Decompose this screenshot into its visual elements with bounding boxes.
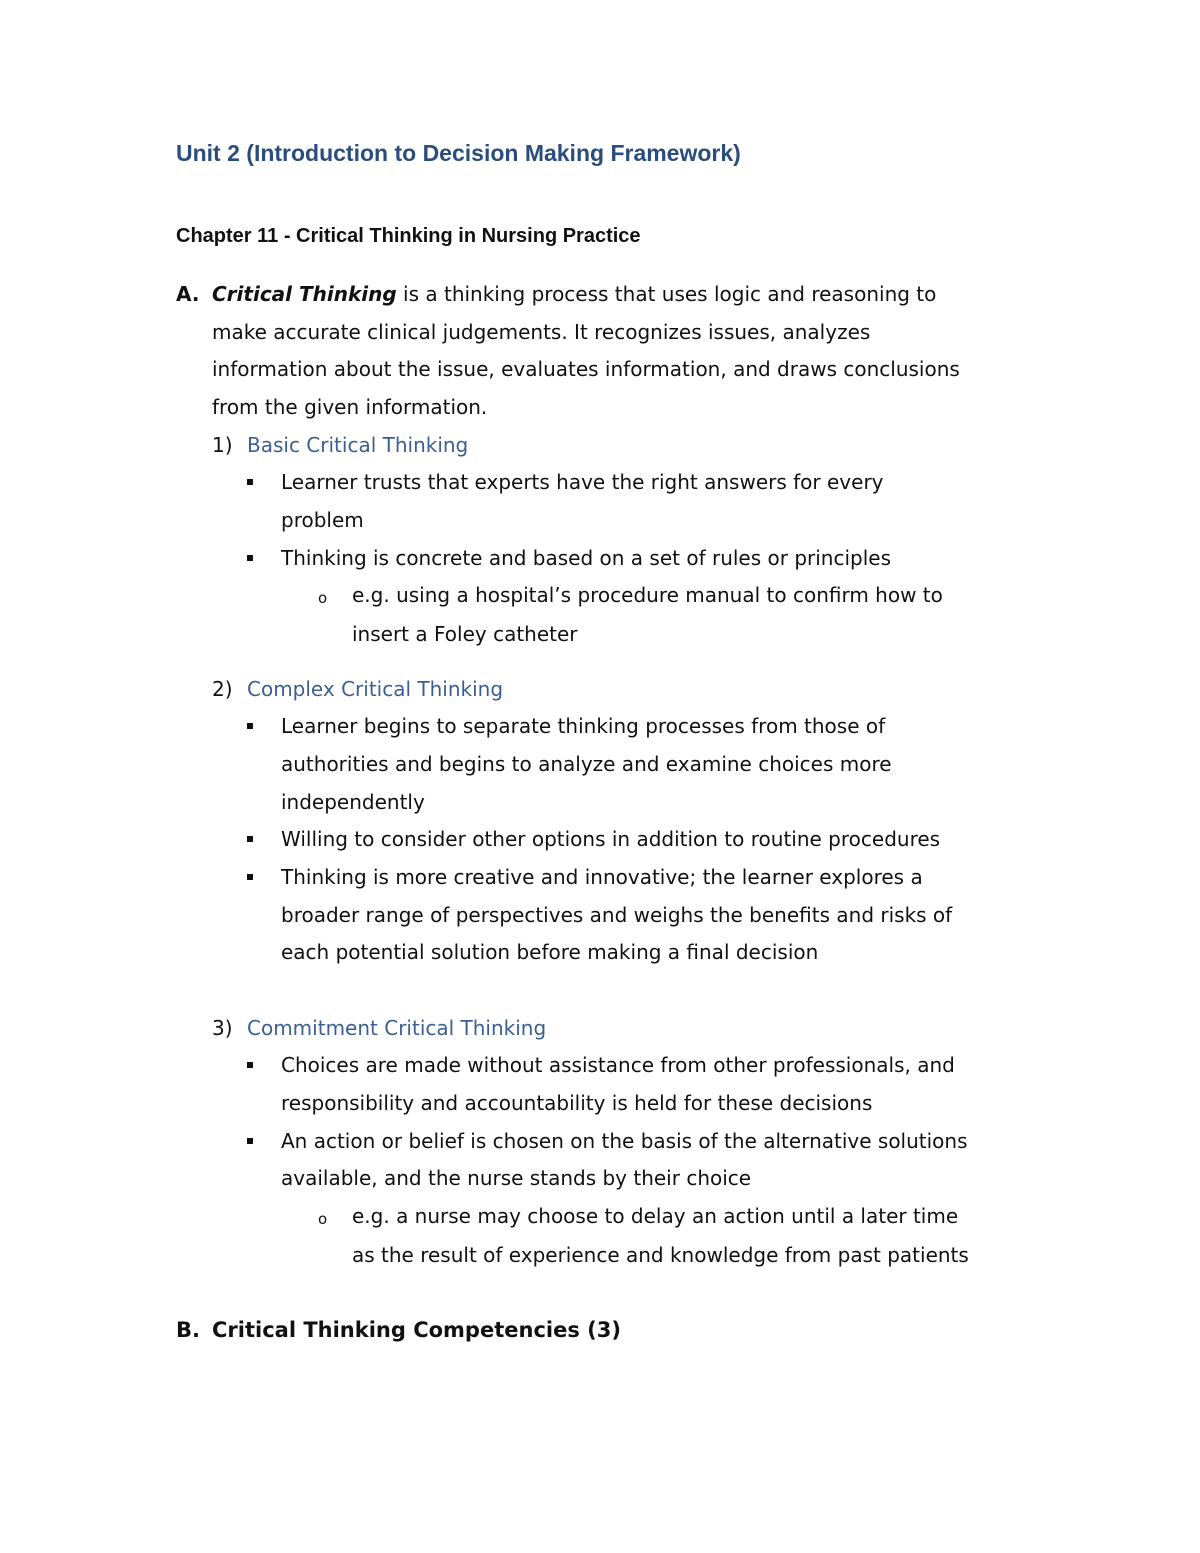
chapter-title: Chapter 11 - Critical Thinking in Nursing Practice xyxy=(176,225,641,247)
section-a-marker: A. xyxy=(176,282,200,306)
level-2-bullet-1-line-1: Learner begins to separate thinking processes from those of xyxy=(281,714,886,738)
level-3-number: 3) xyxy=(212,1016,233,1040)
section-a-line-4: from the given information. xyxy=(212,395,488,419)
section-b-title: Critical Thinking Competencies (3) xyxy=(212,1318,621,1342)
section-b-marker: B. xyxy=(176,1318,200,1342)
section-a-line-1 xyxy=(212,282,936,306)
level-1-number: 1) xyxy=(212,433,233,457)
level-3-sub-bullet-1-line-1: e.g. a nurse may choose to delay an action until a later time xyxy=(352,1204,959,1228)
level-3-bullet-2-line-1: An action or belief is chosen on the basis of the alternative solutions xyxy=(281,1129,968,1153)
unit-title: Unit 2 (Introduction to Decision Making Framework) xyxy=(176,140,741,166)
level-1-sub-bullet-1-line-1: e.g. using a hospital’s procedure manual to confirm how to xyxy=(352,583,943,607)
level-2-bullet-1-line-2: authorities and begins to analyze and examine choices more xyxy=(281,752,892,776)
square-bullet-icon xyxy=(247,1138,253,1144)
level-3-bullet-1-line-2: responsibility and accountability is held for these decisions xyxy=(281,1091,873,1115)
level-2-bullet-2-line-1: Willing to consider other options in addition to routine procedures xyxy=(281,827,941,851)
level-3-bullet-2-line-2: available, and the nurse stands by their choice xyxy=(281,1166,752,1190)
level-1-bullet-1-line-2: problem xyxy=(281,508,364,532)
level-1-bullet-1-line-1: Learner trusts that experts have the right answers for every xyxy=(281,470,884,494)
level-2-number: 2) xyxy=(212,677,233,701)
square-bullet-icon xyxy=(247,479,253,485)
circle-bullet-icon: o xyxy=(318,589,328,607)
level-2-title: Complex Critical Thinking xyxy=(247,677,504,701)
level-1-sub-bullet-1-line-2: insert a Foley catheter xyxy=(352,622,578,646)
square-bullet-icon xyxy=(247,723,253,729)
level-2-bullet-3-line-1: Thinking is more creative and innovative; the learner explores a xyxy=(281,865,923,889)
square-bullet-icon xyxy=(247,874,253,880)
level-2-bullet-3-line-2: broader range of perspectives and weighs the benefits and risks of xyxy=(281,903,953,927)
section-a-line-3: information about the issue, evaluates information, and draws conclusions xyxy=(212,357,960,381)
square-bullet-icon xyxy=(247,836,253,842)
level-2-bullet-3-line-3: each potential solution before making a final decision xyxy=(281,940,819,964)
level-1-title: Basic Critical Thinking xyxy=(247,433,469,457)
level-2-bullet-1-line-3: independently xyxy=(281,790,425,814)
section-a-term: Critical Thinking xyxy=(212,282,397,306)
section-a-line-2: make accurate clinical judgements. It recognizes issues, analyzes xyxy=(212,320,871,344)
square-bullet-icon xyxy=(247,1062,253,1068)
level-3-bullet-1-line-1: Choices are made without assistance from other professionals, and xyxy=(281,1053,955,1077)
circle-bullet-icon: o xyxy=(318,1210,328,1228)
square-bullet-icon xyxy=(247,555,253,561)
section-a-line-1-rest: is a thinking process that uses logic and reasoning to xyxy=(396,282,937,306)
level-3-title: Commitment Critical Thinking xyxy=(247,1016,547,1040)
level-3-sub-bullet-1-line-2: as the result of experience and knowledge from past patients xyxy=(352,1243,969,1267)
level-1-bullet-2-line-1: Thinking is concrete and based on a set of rules or principles xyxy=(281,546,892,570)
